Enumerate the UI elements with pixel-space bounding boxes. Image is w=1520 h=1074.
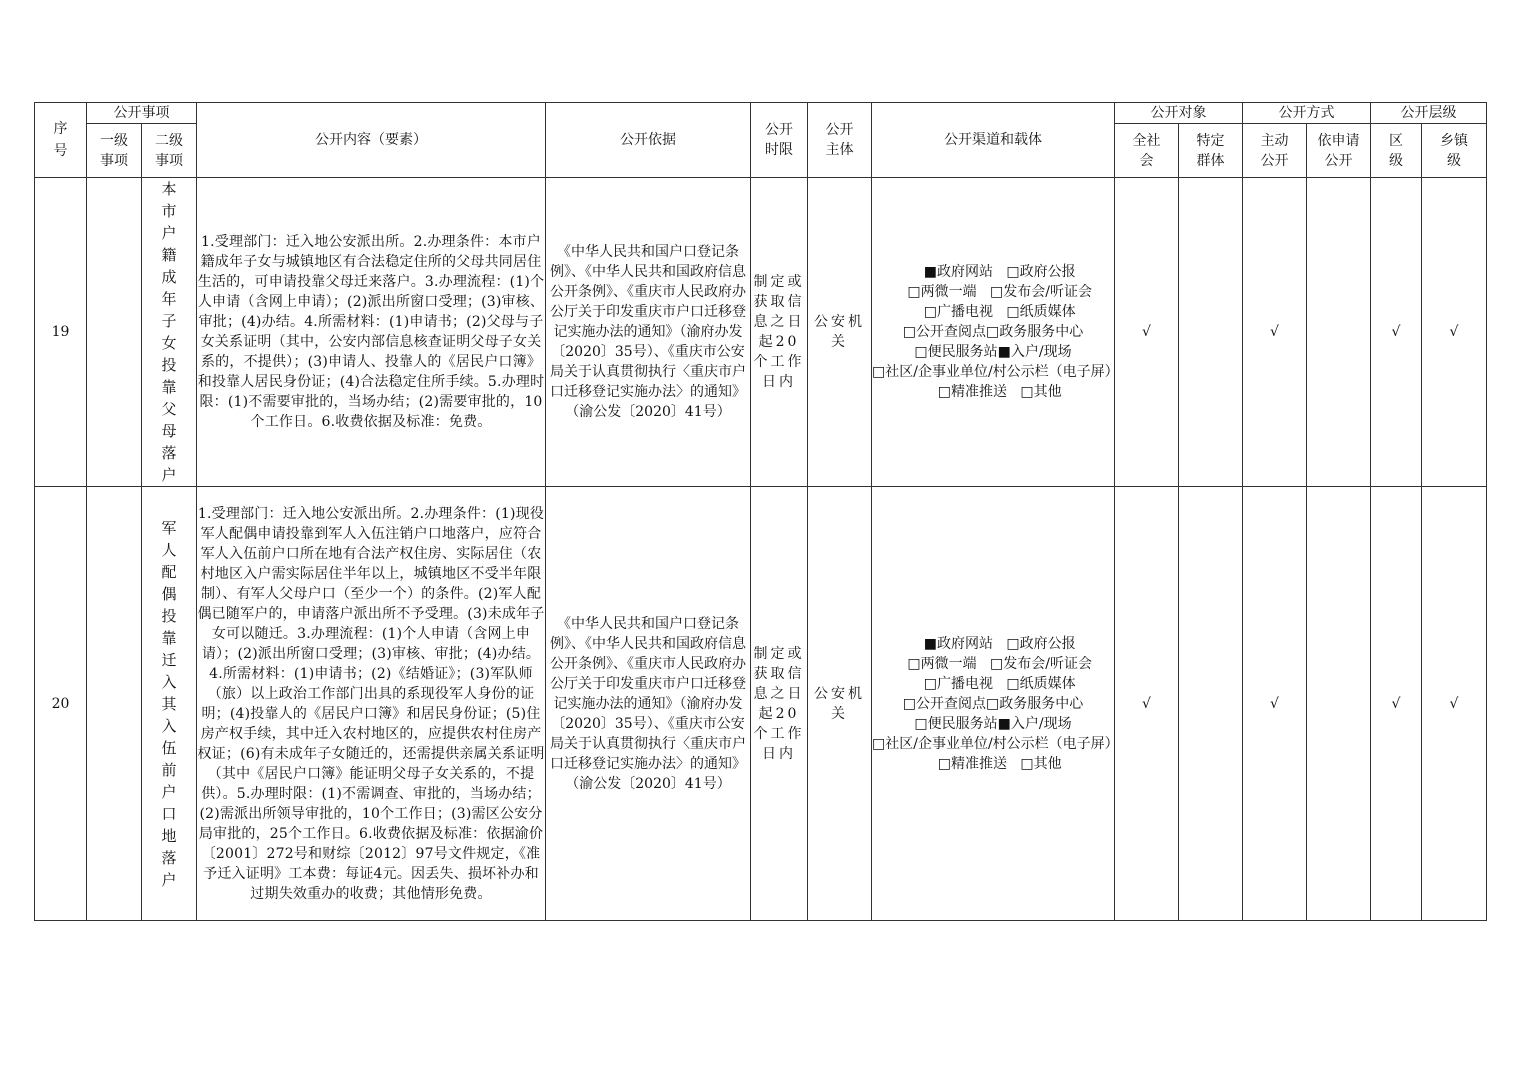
channel-option: □政务服务中心: [986, 324, 1084, 340]
channel-option: □发布会/听证会: [990, 284, 1092, 300]
check-district: √: [1371, 487, 1422, 921]
table-row: [35, 178, 1487, 487]
header-level1: 一级事项: [87, 124, 142, 178]
header-method: 公开方式: [1243, 103, 1371, 124]
row-seq: 19: [35, 178, 87, 487]
channel-option: □其他: [1020, 384, 1062, 400]
row-subject: 公安机关: [808, 487, 872, 921]
channel-option: ■政府网站: [923, 635, 993, 652]
table-row: [35, 487, 1487, 921]
header-subject: 公开主体: [808, 103, 872, 178]
check-specific-group: [1179, 487, 1243, 921]
header-active: 主动公开: [1243, 124, 1307, 178]
row-content: 1.受理部门：迁入地公安派出所。2.办理条件：(1)现役军人配偶申请投靠到军人入伍注销户口地落户，应符合军人入伍前户口所在地有合法产权住房、实际居住（农村地区入户需实际居住半年以上，城镇地区不受半年限制）、有军人父母户口（至少一个）的条件。(2)军人配偶已随军户的，申请落户派出所不予受理。(3)未成年子女可以随迁。3.办理流程：(1)个人申请（含网上申请）；(2)派出所窗口受理；(3)审核、审批；(4)办结。4.所需材料：(1)申请书；(2)《结婚证》；(3)军队师（旅）以上政治工作部门出具的系现役军人身份的证明；(4)投靠人的《居民户口簿》和居民身份证；(5)住房产权手续，其中迁入农村地区的，应提供农村住房产权证；(6)有未成年子女随迁的，还需提供亲属关系证明（其中《居民户口簿》能证明父母子女关系的，不提供）。5.办理时限：(1)不需调查、审批的，当场办结；(2)需派出所领导审批的，10个工作日；(3)需区公安分局审批的，25个工作日。6.收费依据及标准：依据渝价〔2001〕272号和财综〔2012〕97号文件规定，《准予迁入证明》工本费：每证4元。因丢失、损坏补办和过期失效重办的收费；其他情形免费。: [197, 487, 546, 921]
row-basis: 《中华人民共和国户口登记条例》、《中华人民共和国政府信息公开条例》、《重庆市人民政府办公厅关于印发重庆市户口迁移登记实施办法的通知》（渝府办发〔2020〕35号）、《重庆市公安局关于认真贯彻执行〈重庆市户口迁移登记实施办法〉的通知》（渝公发〔2020〕41号）: [546, 487, 751, 921]
row-level1: [87, 178, 142, 487]
check-township: √: [1422, 178, 1487, 487]
row-level2: 本市户籍成年子女投靠父母落户: [142, 178, 197, 487]
row-seq: 20: [35, 487, 87, 921]
check-specific-group: [1179, 178, 1243, 487]
header-specific-group: 特定群体: [1179, 124, 1243, 178]
row-subject: 公安机关: [808, 178, 872, 487]
channel-option: □两微一端: [907, 655, 977, 672]
header-channels: 公开渠道和载体: [872, 103, 1115, 178]
header-level: 公开层级: [1371, 103, 1487, 124]
header-level2: 二级事项: [142, 124, 197, 178]
channel-option: ■入户/现场: [997, 715, 1072, 732]
header-content: 公开内容（要素）: [197, 103, 546, 178]
row-level1: [87, 487, 142, 921]
channel-option: □政府公报: [1006, 635, 1076, 652]
channel-option: □发布会/听证会: [990, 655, 1092, 672]
header-district: 区级: [1371, 124, 1422, 178]
channel-option: ■政府网站: [923, 264, 993, 280]
row-basis: 《中华人民共和国户口登记条例》、《中华人民共和国政府信息公开条例》、《重庆市人民政府办公厅关于印发重庆市户口迁移登记实施办法的通知》（渝府办发〔2020〕35号）、《重庆市公安局关于认真贯彻执行〈重庆市户口迁移登记实施办法〉的通知》（渝公发〔2020〕41号）: [546, 178, 751, 487]
row-channels: [872, 487, 1119, 921]
row-time-limit: 制定或获取信息之日起20个工作日内: [751, 178, 808, 487]
check-active: √: [1243, 487, 1307, 921]
channel-option: □纸质媒体: [1006, 675, 1076, 692]
channel-option: □便民服务站: [914, 715, 998, 732]
channel-option: □广播电视: [923, 675, 993, 692]
channel-option: □便民服务站: [914, 344, 998, 360]
channel-option: □社区/企事业单位/村公示栏（电子屏）: [872, 364, 1119, 380]
header-township: 乡镇级: [1422, 124, 1487, 178]
channel-option: □精准推送: [937, 384, 1007, 400]
row-content: 1.受理部门：迁入地公安派出所。2.办理条件：本市户籍成年子女与城镇地区有合法稳定住所的父母共同居住生活的，可申请投靠父母迁来落户。3.办理流程：(1)个人申请（含网上申请）；(2)派出所窗口受理；(3)审核、审批；(4)办结。4.所需材料：(1)申请书；(2)父母与子女关系证明（其中，公安内部信息核查证明父母子女关系的，不提供）；(3)申请人、投靠人的《居民户口簿》和投靠人居民身份证；(4)合法稳定住所手续。5.办理时限：(1)不需要审批的，当场办结；(2)需要审批的，10个工作日。6.收费依据及标准：免费。: [197, 178, 546, 487]
header-seq: 序号: [35, 103, 87, 178]
channel-option: □政务服务中心: [986, 695, 1084, 712]
channel-option: □公开查阅点: [902, 695, 986, 712]
row-level2: 军人配偶投靠迁入其入伍前户口地落户: [142, 487, 197, 921]
check-whole-society: √: [1115, 178, 1179, 487]
check-on-request: [1307, 487, 1371, 921]
check-active: √: [1243, 178, 1307, 487]
channel-option: □政府公报: [1006, 264, 1076, 280]
channel-option: ■入户/现场: [997, 344, 1072, 360]
header-public-items: 公开事项: [87, 103, 197, 124]
header-audience: 公开对象: [1115, 103, 1243, 124]
header-on-request: 依申请公开: [1307, 124, 1371, 178]
channel-option: □公开查阅点: [902, 324, 986, 340]
row-time-limit: 制定或获取信息之日起20个工作日内: [751, 487, 808, 921]
channel-option: □其他: [1020, 755, 1062, 772]
disclosure-table: [34, 102, 1487, 921]
channel-option: □广播电视: [923, 304, 993, 320]
channel-option: □精准推送: [937, 755, 1007, 772]
channel-option: □社区/企事业单位/村公示栏（电子屏）: [872, 735, 1119, 752]
check-township: √: [1422, 487, 1487, 921]
channel-option: □纸质媒体: [1006, 304, 1076, 320]
channel-option: □两微一端: [907, 284, 977, 300]
check-district: √: [1371, 178, 1422, 487]
header-basis: 公开依据: [546, 103, 751, 178]
header-time-limit: 公开时限: [751, 103, 808, 178]
check-whole-society: √: [1115, 487, 1179, 921]
row-channels: [872, 178, 1119, 487]
check-on-request: [1307, 178, 1371, 487]
header-whole-society: 全社会: [1115, 124, 1179, 178]
